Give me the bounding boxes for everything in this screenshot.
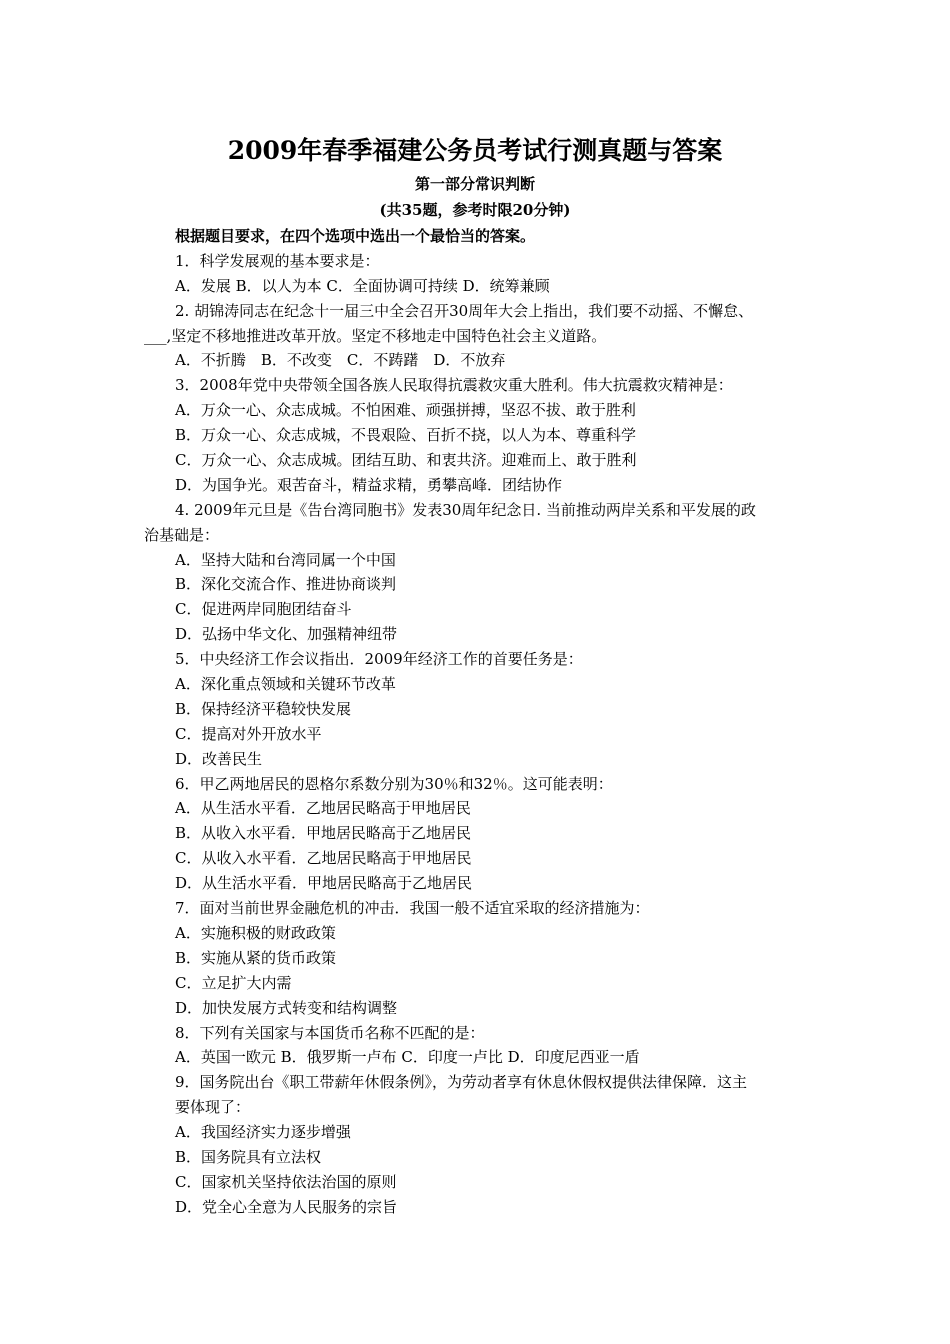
question-7-option-c: C．立足扩大内需 [175,973,292,992]
question-4-option-b: B．深化交流合作、推进协商谈判 [175,575,397,594]
question-6: 6．甲乙两地居民的恩格尔系数分别为30％和32％。这可能表明： [175,774,613,793]
question-4: 4. 2009年元旦是《告台湾同胞书》发表30周年纪念日. 当前推动两岸关系和平发展的政 [175,500,756,519]
question-9-option-a: A．我国经济实力逐步增强 [175,1123,351,1142]
question-9-option-d: D．党全心全意为人民服务的宗旨 [175,1197,398,1216]
question-2: 2. 胡锦涛同志在纪念十一届三中全会召开30周年大会上指出，我们要不动摇、不懈怠、 [175,301,754,320]
question-5-option-a: A．深化重点领域和关键环节改革 [175,675,396,694]
question-2-options: A．不折腾 B．不改变 C．不踌躇 D．不放弃 [175,351,506,370]
question-4-option-a: A．坚持大陆和台湾同属一个中国 [175,550,396,569]
question-6-option-a: A．从生活水平看．乙地居民略高于甲地居民 [175,799,471,818]
question-4-option-d: D．弘扬中华文化、加强精神纽带 [175,625,398,644]
question-4-option-c: C．促进两岸同胞团结奋斗 [175,600,352,619]
question-5: 5．中央经济工作会议指出．2009年经济工作的首要任务是： [175,650,583,669]
instruction: 根据题目要求，在四个选项中选出一个最恰当的答案。 [175,227,536,245]
question-9-cont: 要体现了： [175,1098,251,1117]
document-title: 2009年春季福建公务员考试行测真题与答案 [227,136,723,165]
question-2-cont: ___,坚定不移地推进改革开放。坚定不移地走中国特色社会主义道路。 [144,326,607,345]
section-heading: 第一部分常识判断 [414,175,535,193]
question-5-option-c: C．提高对外开放水平 [175,724,322,743]
question-3-option-b: B．万众一心、众志成城，不畏艰险、百折不挠，以人为本、尊重科学 [175,426,637,445]
question-3-option-c: C．万众一心、众志成城。团结互助、和衷共济。迎难而上、敢于胜利 [175,451,637,470]
question-4-cont: 治基础是： [144,525,220,544]
question-7-option-b: B．实施从紧的货币政策 [175,948,337,967]
question-6-option-c: C．从收入水平看．乙地居民略高于甲地居民 [175,849,472,868]
question-7: 7．面对当前世界金融危机的冲击．我国一般不适宜采取的经济措施为： [175,899,650,918]
question-6-option-d: D．从生活水平看．甲地居民略高于乙地居民 [175,874,473,893]
question-list [0,224,950,1220]
section-note: (共35题，参考时限20分钟) [379,201,571,219]
question-1-options: A．发展 B．以人为本 C．全面协调可持续 D．统筹兼顾 [175,276,550,295]
question-9-option-c: C．国家机关坚持依法治国的原则 [175,1172,397,1191]
question-3-option-a: A．万众一心、众志成城。不怕困难、顽强拼搏，坚忍不拔、敢于胜利 [175,401,636,420]
question-6-option-b: B．从收入水平看．甲地居民略高于乙地居民 [175,824,472,843]
question-7-option-a: A．实施积极的财政政策 [175,923,336,942]
question-5-option-b: B．保持经济平稳较快发展 [175,699,352,718]
question-5-option-d: D．改善民生 [175,749,263,768]
question-9-option-b: B．国务院具有立法权 [175,1147,322,1166]
question-8: 8．下列有关国家与本国货币名称不匹配的是： [175,1023,485,1042]
question-7-option-d: D．加快发展方式转变和结构调整 [175,998,398,1017]
question-3: 3．2008年党中央带领全国各族人民取得抗震救灾重大胜利。伟大抗震救灾精神是： [175,376,733,395]
question-8-options: A．英国一欧元 B．俄罗斯一卢布 C．印度一卢比 D．印度尼西亚一盾 [175,1048,640,1067]
question-3-option-d: D．为国争光。艰苦奋斗，精益求精，勇攀高峰．团结协作 [175,475,563,494]
question-9: 9．国务院出台《职工带薪年休假条例》，为劳动者享有休息休假权提供法律保障．这主 [175,1073,748,1092]
question-1: 1．科学发展观的基本要求是： [175,251,380,270]
